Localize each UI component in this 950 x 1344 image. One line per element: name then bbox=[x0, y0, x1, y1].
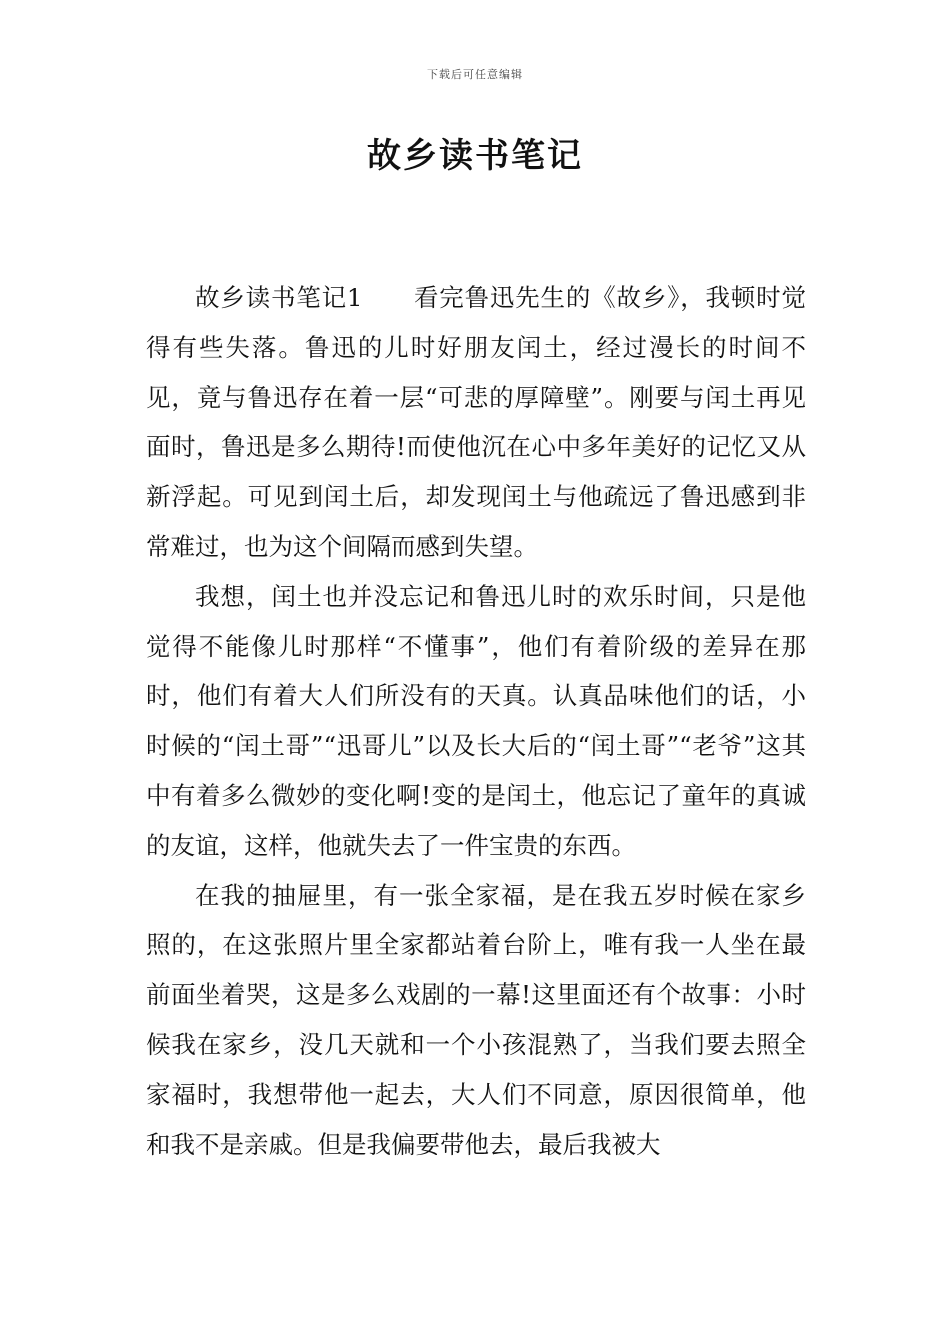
header-note: 下载后可任意编辑 bbox=[427, 68, 523, 81]
paragraph-1: 故乡读书笔记1 看完鲁迅先生的《故乡》，我顿时觉得有些失落。鲁迅的儿时好朋友闰土，经过漫长的时间不见，竟与鲁迅存在着一层“可悲的厚障壁”。刚要与闰土再见面时，鲁迅是多么期待!而使他沉在心中多年美好的记忆又从新浮起。可见到闰土后，却发现闰土与他疏远了鲁迅感到非常难过，也为这个间隔而感到失望。 bbox=[146, 283, 806, 561]
paragraph-3: 在我的抽屉里，有一张全家福，是在我五岁时候在家乡照的，在这张照片里全家都站着台阶上，唯有我一人坐在最前面坐着哭，这是多么戏剧的一幕!这里面还有个故事：小时候我在家乡，没几天就和一个小孩混熟了，当我们要去照全家福时，我想带他一起去，大人们不同意，原因很简单，他和我不是亲戚。但是我偏要带他去，最后我被大 bbox=[146, 880, 806, 1159]
paragraph-2: 我想，闰土也并没忘记和鲁迅儿时的欢乐时间，只是他觉得不能像儿时那样“不懂事”，他们有着阶级的差异在那时，他们有着大人们所没有的天真。认真品味他们的话，小时候的“闰土哥”“迅哥儿”以及长大后的“闰土哥”“老爷”这其中有着多么微妙的变化啊!变的是闰土，他忘记了童年的真诚的友谊，这样，他就失去了一件宝贵的东西。 bbox=[146, 581, 806, 860]
document-title: 故乡读书笔记 bbox=[367, 136, 583, 176]
document-body bbox=[146, 273, 806, 1169]
